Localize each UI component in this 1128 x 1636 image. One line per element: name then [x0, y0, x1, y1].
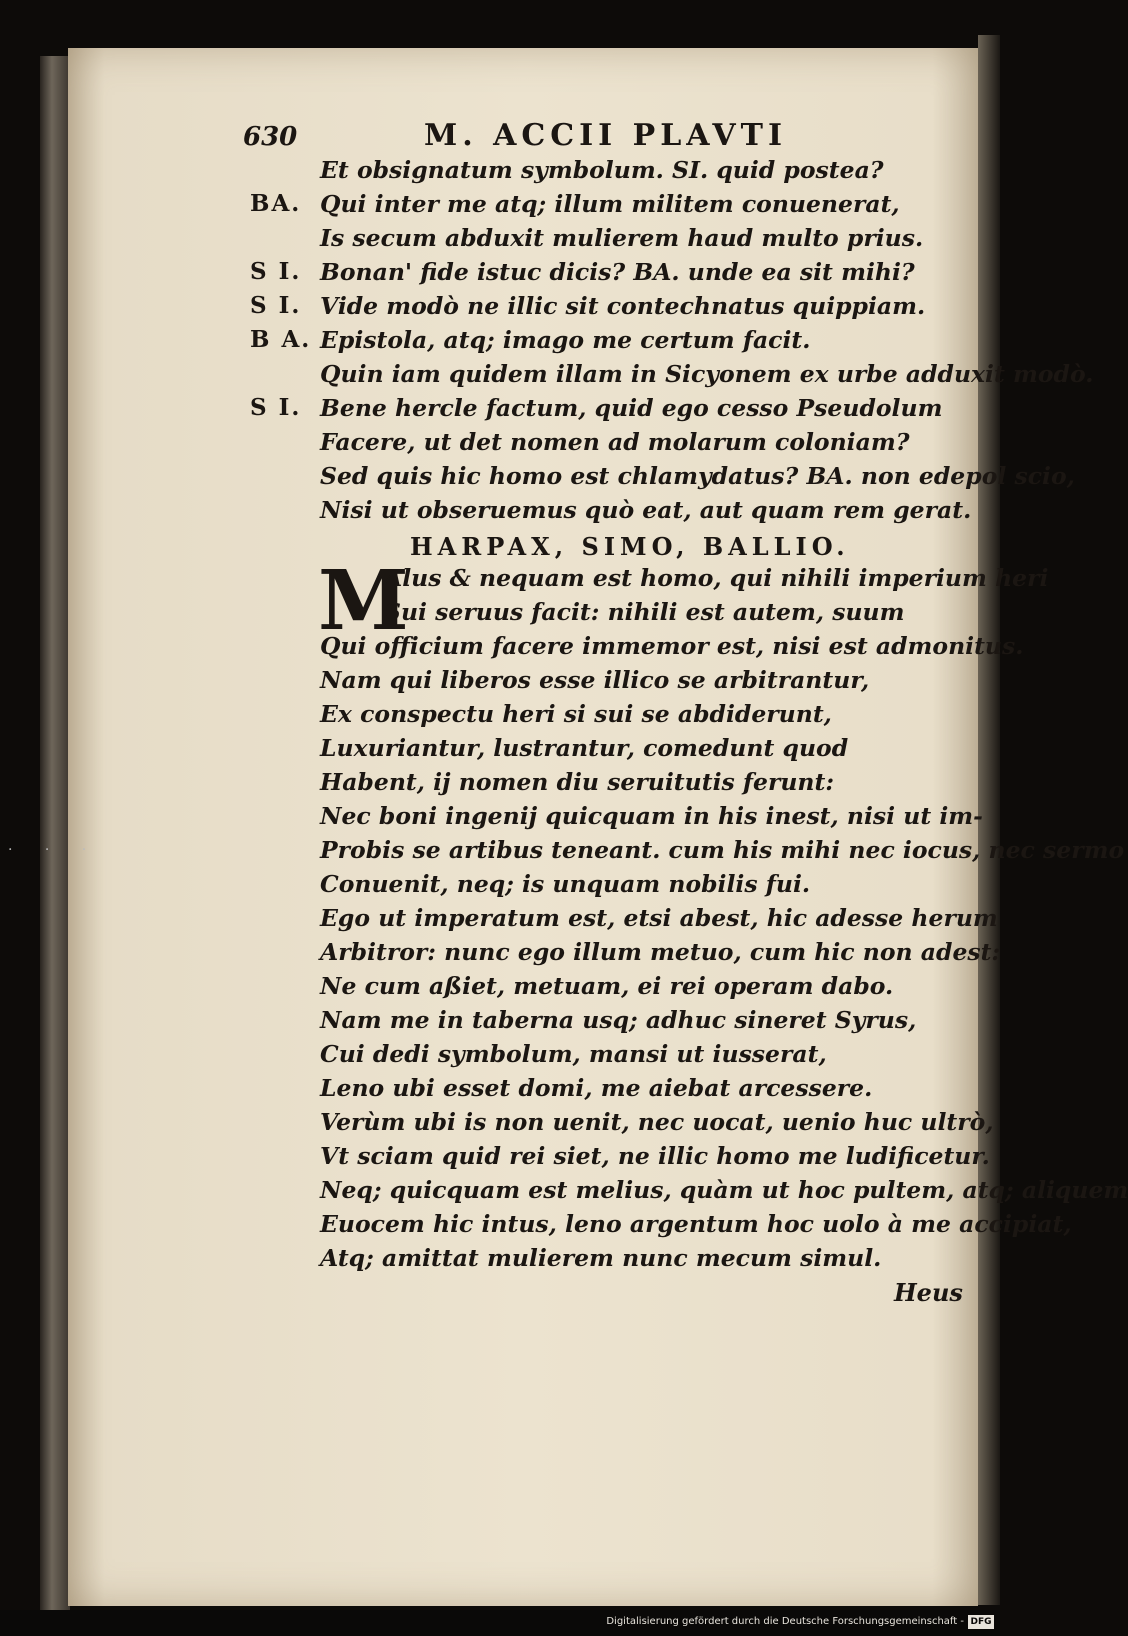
text-line: [0, 972, 1000, 1006]
line-text: Nec boni ingenij quicquam in his inest, nisi ut im-: [320, 802, 983, 830]
line-text: Vide modò ne illic sit contechnatus quippiam.: [320, 292, 926, 320]
text-line: [0, 360, 1094, 394]
line-text: Habent, ij nomen diu seruitutis ferunt:: [320, 768, 835, 796]
text-line: [0, 802, 1000, 836]
text-line: [0, 904, 1000, 938]
line-text: Conuenit, neq; is unquam nobilis fui.: [320, 870, 811, 898]
catchword: Heus: [894, 1278, 963, 1307]
line-text: Epistola, atq; imago me certum facit.: [320, 326, 811, 354]
text-line: [0, 1210, 1072, 1244]
footer-credit: Digitalisierung gefördert durch die Deutsche Forschungsgemeinschaft -: [606, 1616, 964, 1627]
line-text: Euocem hic intus, leno argentum hoc uolo à me accipiat,: [320, 1210, 1072, 1238]
text-line: [0, 496, 1000, 530]
text-line: [0, 190, 1000, 224]
text-line: [0, 1040, 1000, 1074]
line-text: Sui seruus facit: nihili est autem, suum: [384, 598, 905, 626]
page-number: 630: [243, 122, 298, 152]
line-text: Et obsignatum symbolum. SI. quid postea?: [320, 156, 884, 184]
line-text: Nisi ut obseruemus quò eat, aut quam rem gerat.: [320, 496, 972, 524]
line-text: Ex conspectu heri si sui se abdiderunt,: [320, 700, 832, 728]
text-line: [0, 768, 1000, 802]
line-text: Luxuriantur, lustrantur, comedunt quod: [320, 734, 849, 762]
text-line: [0, 700, 1000, 734]
text-line: [0, 632, 1024, 666]
text-line: [0, 156, 1000, 190]
text-line: [0, 836, 1125, 870]
line-text: Sed quis hic homo est chlamydatus? BA. non edepol scio,: [320, 462, 1075, 490]
text-line: [0, 564, 1049, 598]
text-line: [0, 258, 1000, 292]
text-line: [0, 1244, 1000, 1278]
line-text: Ne cum aßiet, metuam, ei rei operam dabo.: [320, 972, 894, 1000]
text-line: [0, 462, 1075, 496]
footer-bar: [0, 1610, 1000, 1636]
line-text: Quin iam quidem illam in Sicyonem ex urbe adduxit modò.: [320, 360, 1094, 388]
text-line: [0, 870, 1000, 904]
line-text: Facere, ut det nomen ad molarum coloniam?: [320, 428, 910, 456]
line-text: Leno ubi esset domi, me aiebat arcessere.: [320, 1074, 873, 1102]
line-text: Arbitror: nunc ego illum metuo, cum hic non adest:: [320, 938, 1001, 966]
line-text: Verùm ubi is non uenit, nec uocat, uenio huc ultrò,: [320, 1108, 994, 1136]
line-text: Is secum abduxit mulierem haud multo prius.: [320, 224, 924, 252]
page-header: [0, 118, 1000, 158]
line-text: Atq; amittat mulierem nunc mecum simul.: [320, 1244, 882, 1272]
text-line: [0, 734, 1000, 768]
speaker-label: S I.: [250, 292, 302, 319]
line-text: Ego ut imperatum est, etsi abest, hic adesse herum: [320, 904, 998, 932]
line-text: Bonan' fide istuc dicis? BA. unde ea sit mihi?: [320, 258, 915, 286]
speaker-label: BA.: [250, 190, 302, 217]
text-line: [0, 224, 1000, 258]
line-text: Probis se artibus teneant. cum his mihi nec iocus, nec sermo: [320, 836, 1125, 864]
scan-marks: · · ·: [8, 842, 101, 858]
line-text: Qui inter me atq; illum militem conuenerat,: [320, 190, 900, 218]
line-text: Bene hercle factum, quid ego cesso Pseudolum: [320, 394, 943, 422]
text-line: [0, 938, 1000, 972]
text-line: [0, 1176, 1128, 1210]
text-line: [0, 326, 1000, 360]
text-line: [0, 598, 1000, 632]
text-line: [0, 1108, 1000, 1142]
speaker-label: B A.: [250, 326, 312, 353]
line-text: Qui officium facere immemor est, nisi est admonitus.: [320, 632, 1024, 660]
line-text: Neq; quicquam est melius, quàm ut hoc pultem, atq; aliquem: [320, 1176, 1128, 1204]
line-text: Alus & nequam est homo, qui nihili imperium heri: [384, 564, 1049, 592]
text-line: [0, 666, 1000, 700]
text-line: [0, 394, 1000, 428]
dfg-logo: DFG: [968, 1615, 994, 1629]
text-line: [0, 1074, 1000, 1108]
text-line: [0, 428, 1000, 462]
speaker-label: S I.: [250, 258, 302, 285]
running-head: M. ACCII PLAVTI: [424, 118, 788, 153]
drop-capital: M: [318, 553, 409, 649]
text-line: [0, 1142, 1000, 1176]
speaker-label: S I.: [250, 394, 302, 421]
text-line: [0, 292, 1000, 326]
text-line: [0, 1006, 1000, 1040]
line-text: Vt sciam quid rei siet, ne illic homo me ludificetur.: [320, 1142, 990, 1170]
scene-heading: HARPAX, SIMO, BALLIO.: [410, 532, 850, 561]
line-text: Nam me in taberna usq; adhuc sineret Syrus,: [320, 1006, 917, 1034]
line-text: Cui dedi symbolum, mansi ut iusserat,: [320, 1040, 827, 1068]
line-text: Nam qui liberos esse illico se arbitrantur,: [320, 666, 870, 694]
